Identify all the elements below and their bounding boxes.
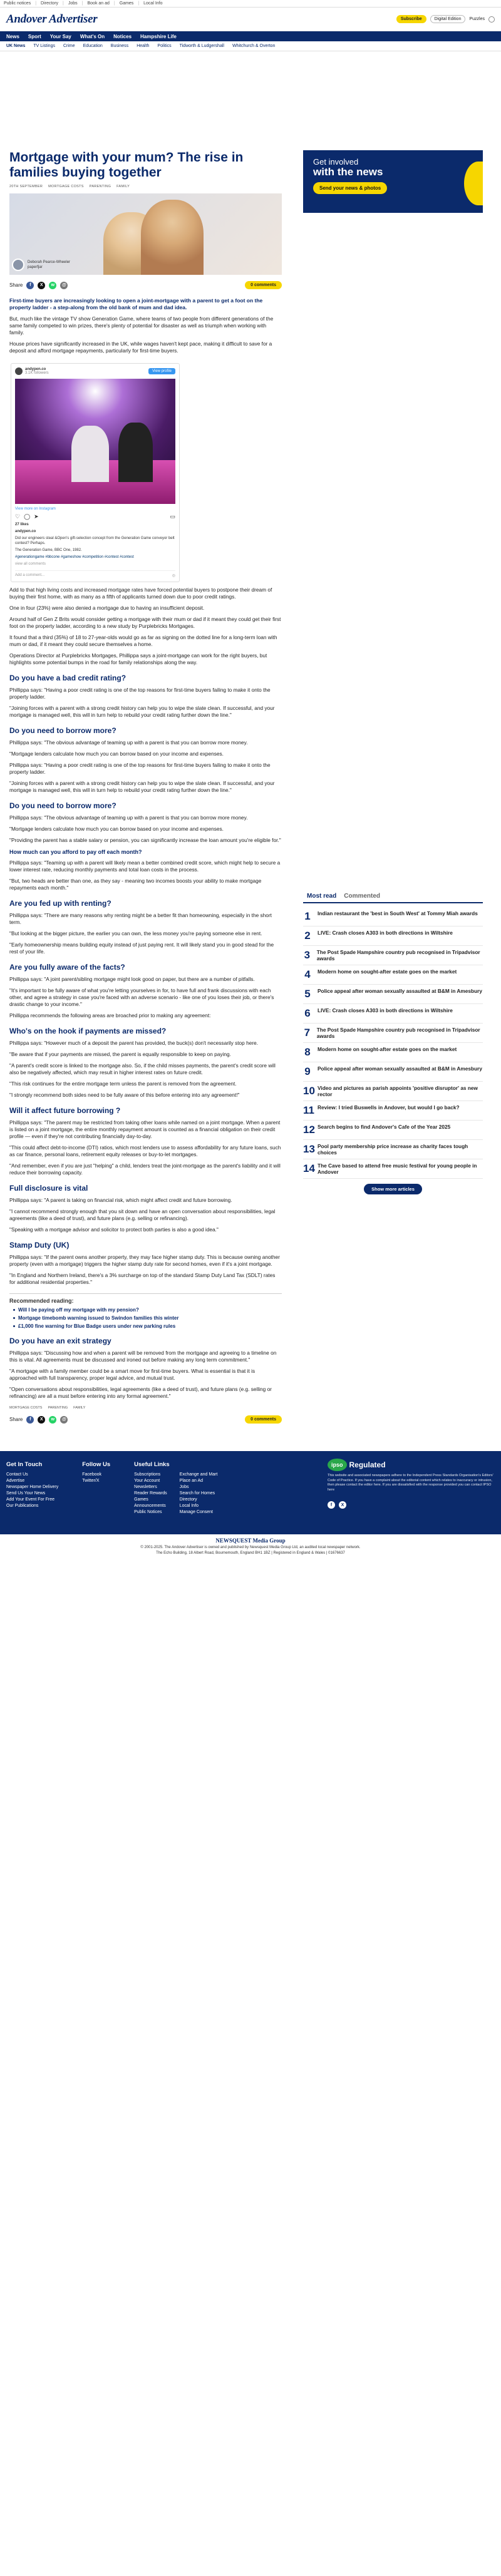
article-standfirst: First-time buyers are increasingly looking to open a joint-mortgage with a parent to get a foot on the property ladder - a step-along from the old bank of mum and dad idea. — [9, 297, 263, 310]
paragraph: Phillippa says: "Having a poor credit rating is one of the top reasons for first-time buyers failing to make it onto the property ladder. — [9, 687, 271, 700]
footer-heading: Follow Us — [82, 1461, 111, 1468]
footer-link[interactable]: Exchange and Mart — [179, 1472, 218, 1477]
footer-link[interactable]: Subscriptions — [134, 1472, 161, 1477]
paragraph: Phillippa says: "If the parent owns another property, they may face higher stamp duty. This is because owning another property (even with a mortgage) triggers the higher stamp duty rate for second homes, even if it's a joint mortgage. — [9, 1254, 280, 1267]
most-read-rank: 8 — [304, 1046, 311, 1058]
most-read-item[interactable] — [303, 1101, 483, 1121]
footer-link[interactable]: Add Your Event For Free — [6, 1497, 55, 1502]
most-read-item[interactable] — [303, 1062, 483, 1082]
article-end-tags — [9, 1406, 282, 1410]
instagram-followers: 3.1K followers — [25, 371, 49, 375]
ad-space — [0, 51, 501, 145]
most-read-item[interactable] — [303, 965, 483, 985]
promo-line-2: with the news — [313, 166, 383, 178]
sub-nav — [0, 41, 501, 51]
most-read-headline[interactable]: Modern home on sought-after estate goes on the market — [318, 1046, 457, 1052]
most-read-rank: 2 — [304, 930, 311, 942]
newsquest-logo: NEWSQUEST Media Group — [215, 1537, 286, 1544]
paragraph: "Joining forces with a parent with a strong credit history can help you to wipe the slate clean. If successful, and your mortgage is managed well, this will in turn help to rebuild your credit rating further down the line." — [9, 705, 275, 718]
share-label: Share — [9, 1417, 23, 1422]
footer-link[interactable]: Newsletters — [134, 1485, 157, 1489]
paragraph: "This could affect debt-to-income (DTI) ratios, which most lenders use to assess affordability for any future loans, such as car finance, personal loans, retirement equity releases or buy-to-let mortgages. — [9, 1144, 281, 1157]
recommended-link[interactable]: Mortgage timebomb warning issued to Swindon families this winter — [13, 1315, 282, 1321]
most-read-headline[interactable]: LIVE: Crash closes A303 in both directions in Wiltshire — [318, 1007, 453, 1013]
paragraph: Phillippa says: "However much of a deposit the parent has provided, the buck(s) don't necessarily stop here. — [9, 1040, 258, 1046]
nav-your-say[interactable]: Your Say — [49, 33, 71, 39]
masthead — [0, 8, 501, 31]
most-read-headline[interactable]: Review: I tried Buswells in Andover, but would I go back? — [318, 1104, 460, 1111]
instagram-caption-2: The Generation Game, BBC One, 1982. — [15, 548, 82, 552]
utility-link-directory[interactable]: Directory — [41, 1, 59, 6]
paragraph: "A parent's credit score is linked to the mortgage also. So, if the child misses payments, the parent's credit score will also be negatively affected, which may result in higher interest rates on future credit. — [9, 1062, 276, 1075]
most-read-headline[interactable]: Pool party membership price increase as charity faces tough choices — [318, 1143, 468, 1156]
subscribe-button[interactable]: Subscribe — [396, 15, 426, 23]
nav-whats-on[interactable]: What's On — [80, 33, 105, 39]
subnav-politics[interactable]: Politics — [157, 44, 172, 48]
most-read-item[interactable] — [303, 1082, 483, 1101]
author-avatar — [12, 259, 24, 271]
comment-icon[interactable]: ◯ — [24, 513, 31, 520]
utility-link-public-notices[interactable]: Public notices — [4, 1, 31, 6]
whatsapp-icon[interactable]: w — [49, 1416, 56, 1424]
paragraph: Phillippa recommends the following areas are broached prior to making any agreement: — [9, 1012, 211, 1019]
paragraph: Phillippa says: "There are many reasons why renting might be a better fit than homeowning, especially in the short term. — [9, 912, 272, 925]
share-bar-bottom — [9, 1415, 282, 1424]
facebook-icon[interactable]: f — [26, 282, 34, 289]
tag-family[interactable]: FAMILY — [116, 185, 130, 188]
footer-social — [328, 1501, 493, 1509]
footer-link-facebook[interactable]: Facebook — [82, 1472, 102, 1477]
subheading: Do you have a bad credit rating? — [9, 674, 127, 682]
paragraph: "And remember, even if you are just "helping" a child, lenders treat the joint-mortgage as the parent's liability and it will reduce their borrowing capacity. — [9, 1162, 281, 1176]
puzzles-link[interactable]: Puzzles — [469, 17, 485, 21]
subnav-whitchurch[interactable]: Whitchurch & Overton — [232, 44, 276, 48]
x-icon[interactable]: X — [38, 1416, 45, 1424]
subnav-education[interactable]: Education — [83, 44, 103, 48]
get-involved-promo — [303, 150, 483, 213]
most-read-headline[interactable]: Police appeal after woman sexually assaulted at B&M in Amesbury — [318, 988, 482, 994]
copyright-bar — [0, 1534, 501, 1563]
facebook-icon[interactable]: f — [328, 1501, 335, 1509]
paragraph: But, much like the vintage TV show Generation Game, where teams of two people from different generations of the same family competed to win prizes, there's plenty of potential for disaster as well as triumph when working with family. — [9, 316, 274, 336]
paragraph: "Mortgage lenders calculate how much you can borrow based on your income and expenses. — [9, 751, 224, 757]
paragraph: "It's important to be fully aware of what you're letting yourselves in for, to have full and frank discussions with each other, and agree a strategy in case you're faced with an adverse scenario - like one of you loses their job, or there's drastic change to your income." — [9, 987, 274, 1007]
article-tags — [9, 185, 282, 188]
utility-link-jobs[interactable]: Jobs — [68, 1, 78, 6]
most-read-headline[interactable]: Modern home on sought-after estate goes on the market — [318, 968, 457, 975]
paragraph: "Speaking with a mortgage advisor and solicitor to protect both parties is also a good idea." — [9, 1226, 219, 1233]
footer-link[interactable]: Manage Consent — [179, 1510, 213, 1514]
most-read-item[interactable] — [303, 1043, 483, 1062]
paragraph: One in four (23%) were also denied a mortgage due to having an insufficient deposit. — [9, 605, 205, 611]
utility-link-local-info[interactable]: Local Info — [143, 1, 163, 6]
utility-bar: Public notices | Directory | Jobs | Book an ad | Games | Local Info — [0, 0, 501, 8]
paragraph: Phillippa says: "A joint parent/sibling mortgage might look good on paper, but there are a number of pitfalls. — [9, 976, 255, 982]
footer-link[interactable]: Games — [134, 1497, 148, 1502]
article-date: 20TH SEPTEMBER — [9, 185, 43, 188]
footer-link[interactable]: Newspaper Home Delivery — [6, 1485, 59, 1489]
paragraph: Operations Director at Purplebricks Mortgages, Phillippa says a joint-mortgage can work for the right buyers, but highlights some potential bumps in the road for family relationships along the way. — [9, 652, 267, 665]
tab-most-read[interactable]: Most read — [307, 893, 337, 900]
sidebar — [303, 145, 483, 1424]
paragraph: "Early homeownership means building equity instead of just paying rent. It will likely stand you in good stead for the rest of your life. — [9, 942, 274, 955]
instagram-caption: Did our engineers steal &Open's gift-selection concept from the Generation Game conveyor belt contest? Perhaps. — [15, 536, 175, 545]
paragraph: "Providing the parent has a stable salary or pension, you can significantly increase the loan amount you're eligible for." — [9, 837, 281, 843]
footer-link[interactable]: Advertise — [6, 1479, 25, 1483]
paragraph: "Joining forces with a parent with a strong credit history can help you to wipe the slate clean. If successful, and your mortgage is managed well, this will in turn help to rebuild your credit rating further down the line." — [9, 780, 275, 793]
send-news-button[interactable]: Send your news & photos — [313, 182, 387, 194]
most-read-item[interactable] — [303, 946, 483, 965]
subheading: Do you need to borrow more? — [9, 801, 116, 810]
footer-link[interactable]: Local Info — [179, 1504, 199, 1508]
most-read-headline[interactable]: The Post Spade Hampshire country pub recognised in Tripadvisor awards — [316, 949, 480, 962]
most-read-panel — [303, 890, 483, 1194]
paragraph: "I cannot recommend strongly enough that you sit down and have an open conversation about responsibilities, legal agreements (like a deed of trust), and future plans (e.g. selling or refinancing). — [9, 1208, 276, 1221]
facebook-icon[interactable]: f — [26, 1416, 34, 1424]
digital-edition-button[interactable]: Digital Edition — [430, 15, 466, 23]
paragraph: "In England and Northern Ireland, there's a 3% surcharge on top of the standard Stamp Duty Land Tax (SDLT) rates for additional residential properties." — [9, 1272, 276, 1285]
comments-button[interactable]: 0 comments — [245, 1415, 282, 1424]
subnav-crime[interactable]: Crime — [63, 44, 75, 48]
paragraph: Add to that high living costs and increased mortgage rates have forced potential buyers to postpone their dream of buying their first home, with as many as a fifth of applicants turned down due to poor credit ratings. — [9, 587, 272, 600]
page-body — [0, 145, 501, 1424]
instagram-avatar — [15, 367, 23, 375]
subnav-business[interactable]: Business — [110, 44, 129, 48]
most-read-rank: 10 — [303, 1085, 315, 1097]
tag-family[interactable]: FAMILY — [73, 1406, 86, 1410]
subheading: Do you need to borrow more? — [9, 726, 116, 735]
paragraph: Phillippa says: "The parent may be restricted from taking other loans while named on a joint mortgage. When a parent is listed on a joint mortgage, the entire monthly repayment amount is counted as a financial obligation on their credit profile — even if they're not contributing financially day-to-day. — [9, 1119, 281, 1139]
most-read-headline[interactable]: The Cave based to attend free music festival for young people in Andover — [318, 1162, 477, 1175]
instagram-likes: 27 likes — [15, 523, 29, 526]
paragraph: Around half of Gen Z Brits would consider getting a mortgage with their mum or dad if it meant they could get their first foot on the property ladder, according to a new study by Purplebricks Mortgages. — [9, 616, 281, 629]
footer-heading: Useful Links — [134, 1461, 170, 1468]
paragraph: "I strongly recommend both sides need to be fully aware of this before entering into any agreement!" — [9, 1092, 240, 1098]
paragraph: Phillippa says: "Teaming up with a parent will likely mean a better combined credit score, which might help to secure a lower interest rate, reducing monthly payments and total loan costs in the process. — [9, 860, 281, 873]
send-icon[interactable]: ➤ — [34, 513, 39, 520]
promo-line-1: Get involved — [313, 157, 359, 167]
x-icon[interactable]: X — [38, 282, 45, 289]
utility-link-games[interactable]: Games — [119, 1, 134, 6]
ipso-block — [328, 1459, 493, 1509]
share-bar — [9, 281, 282, 289]
most-read-rank: 9 — [304, 1065, 311, 1077]
paragraph: "Mortgage lenders calculate how much you can borrow based on your income and expenses. — [9, 826, 224, 832]
paragraph: Phillippa says: "The obvious advantage of teaming up with a parent is that you can borrow more money. — [9, 739, 248, 746]
paragraph: Phillippa says: "The obvious advantage of teaming up with a parent is that you can borrow more money. — [9, 814, 248, 821]
instagram-add-comment[interactable]: Add a comment... — [15, 573, 45, 577]
most-read-rank: 6 — [304, 1007, 311, 1019]
paragraph: It found that a third (35%) of 18 to 27-year-olds would go as far as signing on the dotted line for a long-term loan with mum or dad, if it meant they could secure themselves a home. — [9, 634, 277, 647]
subnav-tv-listings[interactable]: TV Listings — [33, 44, 55, 48]
subheading: Who's on the hook if payments are missed? — [9, 1027, 167, 1035]
ipso-regulated: Regulated — [349, 1460, 386, 1469]
article-title: Mortgage with your mum? The rise in families buying together — [9, 150, 244, 180]
paragraph: House prices have significantly increased in the UK, while wages haven't kept pace, making it difficult to save for a deposit and afford mortgage repayments, particularly for first-time buyers. — [9, 341, 272, 354]
author-role: paperfjar — [28, 265, 43, 269]
footer-link[interactable]: Reader Rewards — [134, 1491, 167, 1496]
footer-link[interactable]: Send Us Your News — [6, 1491, 46, 1496]
tag-parenting[interactable]: PARENTING — [48, 1406, 68, 1410]
instagram-handle[interactable]: andypen.co — [25, 367, 46, 371]
email-icon[interactable]: @ — [60, 1416, 68, 1424]
paragraph: "But looking at the bigger picture, the earlier you can own, the less money you're paying someone else in rent. — [9, 930, 262, 936]
byline — [9, 259, 282, 271]
instagram-view-more-link[interactable]: View more on Instagram — [15, 507, 56, 511]
recommended-title: Recommended reading: — [9, 1298, 74, 1304]
footer-link[interactable]: Directory — [179, 1497, 197, 1502]
footer-link[interactable]: Your Account — [134, 1479, 160, 1483]
company-address: The Echo Building, 18 Albert Road, Bournemouth, England BH1 1BZ | Registered in England & Wales | 01676637 — [156, 1551, 345, 1555]
most-read-item[interactable] — [303, 907, 483, 926]
instagram-hashtags[interactable]: #generationgame #bbcone #gameshow #competition #contest #contest — [15, 555, 134, 559]
tab-commented[interactable]: Commented — [344, 893, 381, 900]
masthead-actions — [396, 15, 495, 23]
show-more-button[interactable]: Show more articles — [364, 1184, 422, 1194]
subheading: Stamp Duty (UK) — [9, 1241, 70, 1250]
footer-link[interactable]: Place an Ad — [179, 1479, 204, 1483]
most-read-rank: 13 — [303, 1143, 315, 1155]
paragraph: "Be aware that if your payments are missed, the parent is equally responsible to keep on paying. — [9, 1051, 231, 1057]
copyright-text: © 2001-2025. The Andover Advertiser is owned and published by Newsquest Media Group Ltd, an audited local newspaper network. — [140, 1546, 361, 1549]
most-read-rank: 14 — [303, 1162, 315, 1174]
footer-link[interactable]: Search for Homes — [179, 1491, 215, 1496]
email-icon[interactable]: @ — [60, 282, 68, 289]
paragraph: Phillippa says: "Having a poor credit rating is one of the top reasons for first-time buyers failing to make it onto the property ladder. — [9, 762, 271, 775]
instagram-embed — [11, 363, 180, 582]
most-read-headline[interactable]: Search begins to find Andover's Cafe of the Year 2025 — [318, 1124, 451, 1130]
most-read-item[interactable] — [303, 1121, 483, 1140]
most-read-headline[interactable]: Indian restaurant the 'best in South West' at Tommy Miah awards — [318, 910, 478, 916]
footer-link[interactable]: Our Publications — [6, 1504, 39, 1508]
footer-get-in-touch — [6, 1461, 58, 1516]
footer — [0, 1451, 501, 1563]
site-logo[interactable]: Andover Advertiser — [6, 12, 98, 26]
whatsapp-icon[interactable]: w — [49, 282, 56, 289]
most-read-rank: 12 — [303, 1124, 315, 1136]
most-read-rank: 11 — [303, 1104, 314, 1116]
most-read-headline[interactable]: LIVE: Crash closes A303 in both directions in Wiltshire — [318, 930, 453, 936]
account-icon[interactable] — [488, 16, 495, 23]
most-read-item[interactable] — [303, 1159, 483, 1179]
subheading: Are you fully aware of the facts? — [9, 963, 125, 972]
footer-useful-links — [134, 1461, 217, 1516]
subnav-health[interactable]: Health — [137, 44, 150, 48]
ipso-text: This website and associated newspapers adhere to the Independent Press Standards Organisation's Editors' Code of Practice. If you have a complaint about the editorial content which relates to inaccuracy or intrusion, then please contact the editor here. If you are dissatisfied with the response provided you can contact IPSO here — [328, 1474, 493, 1492]
recommended-link[interactable]: £1,000 fine warning for Blue Badge users under new parking rules — [13, 1323, 282, 1329]
tag-parenting[interactable]: PARENTING — [89, 185, 111, 188]
footer-heading: Get In Touch — [6, 1461, 43, 1468]
subheading: Full disclosure is vital — [9, 1184, 88, 1193]
instagram-account[interactable]: andypen.co — [15, 530, 36, 533]
paragraph: "This risk continues for the entire mortgage term unless the parent is removed from the agreement. — [9, 1080, 237, 1087]
most-read-list — [303, 907, 483, 1179]
tag-mortgage-costs[interactable]: MORTGAGE COSTS — [9, 1406, 43, 1410]
most-read-headline[interactable]: Video and pictures as parish appoints 'positive disruptor' as new rector — [318, 1085, 478, 1097]
nav-hampshire-life[interactable]: Hampshire Life — [140, 33, 177, 39]
subheading: How much can you afford to pay off each month? — [9, 849, 142, 855]
share-label: Share — [9, 282, 23, 288]
most-read-rank: 5 — [304, 988, 311, 1000]
footer-link[interactable]: Public Notices — [134, 1510, 162, 1514]
footer-link[interactable]: Contact Us — [6, 1472, 28, 1477]
nav-notices[interactable]: Notices — [113, 33, 132, 39]
subnav-uk-news[interactable]: UK News — [6, 44, 26, 48]
footer-follow-us — [82, 1461, 110, 1516]
instagram-logo-icon: ◎ — [172, 574, 175, 578]
article — [9, 145, 282, 1424]
most-read-rank: 3 — [304, 949, 311, 961]
footer-link-twitter[interactable]: Twitter/X — [82, 1479, 100, 1483]
most-read-headline[interactable]: Police appeal after woman sexually assaulted at B&M in Amesbury — [318, 1065, 482, 1072]
most-read-item[interactable] — [303, 1024, 483, 1043]
subnav-tidworth[interactable]: Tidworth & Ludgershall — [179, 44, 224, 48]
most-read-rank: 7 — [304, 1027, 311, 1039]
author-name[interactable]: Deborah Pearce-Wheeler — [28, 260, 71, 264]
heart-icon[interactable]: ♡ — [15, 513, 21, 520]
instagram-view-profile-button[interactable]: View profile — [148, 368, 175, 374]
recommended-reading — [9, 1293, 282, 1329]
utility-link-book-ad[interactable]: Book an ad — [87, 1, 110, 6]
footer-link[interactable]: Jobs — [179, 1485, 189, 1489]
bookmark-icon[interactable]: ▭ — [170, 513, 175, 520]
instagram-image[interactable] — [15, 379, 175, 504]
most-read-rank: 1 — [304, 910, 311, 922]
footer-link[interactable]: Announcements — [134, 1504, 166, 1508]
paragraph: Phillippa says: "Discussing how and when a parent will be removed from the mortgage and agreeing to a timeline on this is vital. All agreements must be discussed and ironed out before making any long term commitment." — [9, 1350, 277, 1363]
subheading: Will it affect future borrowing ? — [9, 1106, 121, 1115]
main-nav — [0, 31, 501, 41]
paragraph: Phillippa says: "A parent is taking on financial risk, which might affect credit and future borrowing. — [9, 1197, 232, 1203]
instagram-view-comments[interactable]: view all comments — [15, 562, 46, 566]
most-read-headline[interactable]: The Post Spade Hampshire country pub recognised in Tripadvisor awards — [316, 1027, 480, 1039]
most-read-rank: 4 — [304, 968, 311, 980]
paragraph: "Open conversations about responsibilities, legal agreements (like a deed of trust), and future plans (e.g. selling or refinancing) are all a must before entering into any formal agreement." — [9, 1386, 272, 1399]
most-read-item[interactable] — [303, 1140, 483, 1159]
most-read-item[interactable] — [303, 985, 483, 1004]
nav-sport[interactable]: Sport — [28, 33, 41, 39]
tag-mortgage-costs[interactable]: MORTGAGE COSTS — [48, 185, 84, 188]
most-read-item[interactable] — [303, 1004, 483, 1024]
ipso-logo[interactable]: ipso — [328, 1459, 347, 1471]
most-read-item[interactable] — [303, 926, 483, 946]
recommended-link[interactable]: Will I be paying off my mortgage with my pension? — [13, 1307, 282, 1313]
x-icon[interactable]: X — [339, 1501, 346, 1509]
paragraph: "A mortgage with a family member could be a smart move for first-time buyers. What is essential is that it is approached with full transparency, proper legal advice, and mutual trust. — [9, 1368, 256, 1381]
comments-button[interactable]: 0 comments — [245, 281, 282, 289]
subheading: Do you have an exit strategy — [9, 1337, 111, 1345]
subheading: Are you fed up with renting? — [9, 899, 111, 908]
paragraph: "But, two heads are better than one, as they say - meaning two incomes boosts your ability to make mortgage repayments each month." — [9, 878, 262, 891]
nav-news[interactable]: News — [6, 33, 19, 39]
